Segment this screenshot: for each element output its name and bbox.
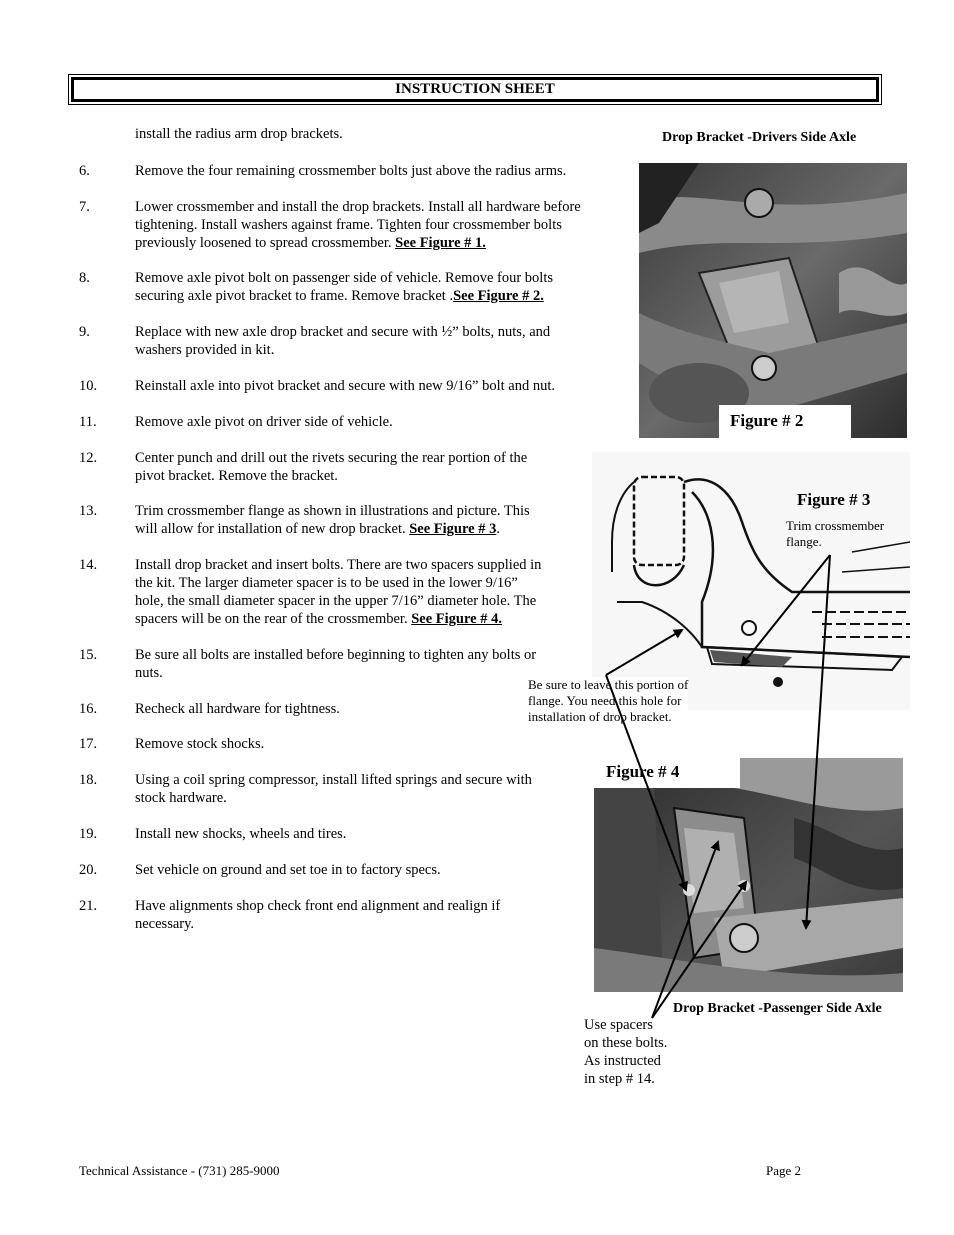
arrow-trim-photo: [806, 555, 830, 928]
arrow-spacer-upper: [652, 842, 718, 1018]
figure-3-leave-note: Be sure to leave this portion of flange. You need this hole for installation of drop bracket.: [528, 677, 689, 724]
figure-2-label: Figure # 2: [730, 411, 804, 430]
figure-4-spacer-note: Use spacers on these bolts. As instructed in step # 14.: [584, 1017, 668, 1087]
step-18: 18. Using a coil spring compressor, install lifted springs and secure with stock hardware.: [79, 772, 532, 806]
footer-technical-assistance: Technical Assistance - (731) 285-9000: [79, 1163, 280, 1178]
footer-page-number: Page 2: [766, 1163, 802, 1178]
step-13: 13. Trim crossmember flange as shown in illustrations and picture. This will allow for installation of new drop bracket. See Figure # 3.: [79, 503, 530, 537]
header-title: INSTRUCTION SHEET: [395, 81, 555, 97]
step-8: 8. Remove axle pivot bolt on passenger side of vehicle. Remove four bolts securing axle pivot bracket to frame. Remove bracket .See Figure # 2.: [79, 270, 553, 304]
step-14: 14. Install drop bracket and insert bolts. There are two spacers supplied in the kit. The larger diameter spacer is to be used in the lower 9/16” hole, the small diameter spacer in the upper 7/16” diameter hole. The spacers will be on the rear of the crossmember. See Figure # 4.: [79, 557, 542, 627]
arrow-leave-flange: [606, 630, 682, 675]
see-figure-1-link: See Figure # 1.: [395, 235, 486, 251]
arrow-spacer-lower: [652, 882, 746, 1018]
step-15: 15. Be sure all bolts are installed before beginning to tighten any bolts or nuts.: [79, 647, 537, 681]
figure-3-trim-note: Trim crossmember flange.: [786, 518, 885, 549]
step-9: 9. Replace with new axle drop bracket and secure with ½” bolts, nuts, and washers provided in kit.: [79, 324, 551, 358]
arrow-leave-photo: [606, 675, 686, 890]
arrow-trim-flange: [742, 555, 830, 665]
figure-4-caption: Drop Bracket -Passenger Side Axle: [673, 1001, 882, 1016]
figure-4-label: Figure # 4: [606, 762, 680, 781]
see-figure-3-link: See Figure # 3: [409, 521, 497, 537]
figure-3-label: Figure # 3: [797, 490, 871, 509]
step-7: 7. Lower crossmember and install the drop brackets. Install all hardware before tightening. Install washers against frame. Tighten four crossmember bolts previously loosened to spread crossmember. See Figure # 1.: [79, 199, 581, 251]
step-21: 21. Have alignments shop check front end alignment and realign if necessary.: [79, 898, 501, 932]
see-figure-2-link: See Figure # 2.: [453, 288, 544, 304]
see-figure-4-link: See Figure # 4.: [411, 611, 502, 627]
figure-2-caption: Drop Bracket -Drivers Side Axle: [662, 130, 857, 145]
step-12: 12. Center punch and drill out the rivets securing the rear portion of the pivot bracket. Remove the bracket.: [79, 450, 528, 484]
intro-continuation: install the radius arm drop brackets.: [135, 126, 343, 142]
